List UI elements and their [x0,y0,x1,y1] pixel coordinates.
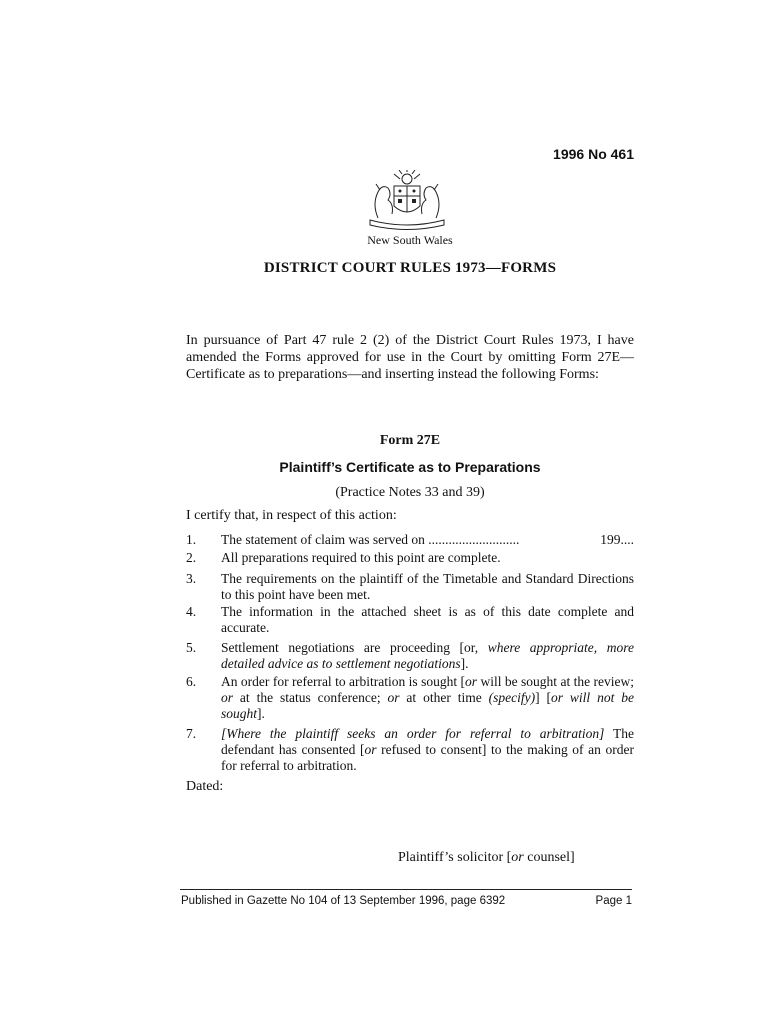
list-item [186,726,634,774]
item-number: 7. [186,726,197,741]
item-text: All preparations required to this point are complete. [221,550,501,565]
item-number: 6. [186,674,197,689]
item-text-part: An order for referral to arbitration is sought [ [221,674,466,689]
signature-text: counsel] [523,850,575,865]
signature-text: Plaintiff’s solicitor [ [398,850,512,865]
item-text-italic: or [465,674,478,689]
item-text-italic: or will not be sought [221,690,634,721]
item-text-part: at the status conference; [233,690,388,705]
item-text-italic: or [221,690,234,705]
item-text-part: ]. [257,706,265,721]
item-text-part: refused to consent] to the making of an order for referral to arbitration. [221,742,635,773]
item-text [221,726,634,774]
list-item [186,550,634,566]
document-number: 1996 No 461 [553,146,634,162]
item-number: 5. [186,640,197,655]
page-number: Page 1 [595,895,632,907]
item-text-italic: or [364,742,377,757]
item-text: The information in the attached sheet is as of this date complete and accurate. [221,604,634,635]
form-number: Form 27E [379,433,441,448]
jurisdiction-label: New South Wales [367,233,453,247]
item-text-part: at other time [399,690,489,705]
item-1-date: 199.... [600,532,634,547]
item-number: 4. [186,604,197,619]
item-text [221,640,634,672]
document-title: DISTRICT COURT RULES 1973—FORMS [263,260,557,276]
certification-intro: I certify that, in respect of this action: [186,508,397,523]
footer-publication: Published in Gazette No 104 of 13 September 1996, page 6392 [181,895,506,907]
signature-text-italic: or [511,850,524,865]
item-1-text: The statement of claim was served on ........................... [221,532,520,547]
coat-of-arms-icon [364,170,450,232]
item-text-part: Settlement negotiations are proceeding [or, [221,640,488,655]
signature-line [398,850,575,866]
list-item [186,674,634,722]
item-text: The requirements on the plaintiff of the Timetable and Standard Directions to this point have been met. [221,571,634,602]
item-text-part: The defendant has consented [ [221,726,634,757]
list-item [186,571,634,603]
item-text-italic: [Where the plaintiff seeks an order for referral to arbitration] [221,726,605,741]
item-text [221,674,634,722]
list-item [186,640,634,672]
form-practice-note: (Practice Notes 33 and 39) [335,485,485,500]
item-text-italic: (specify) [488,690,536,705]
preamble-paragraph: In pursuance of Part 47 rule 2 (2) of the District Court Rules 1973, I have amended the Forms approved for use in the Court by omitting Form 27E—Certificate as to preparations—and inserting instead the following Forms: [186,333,634,382]
list-item [186,604,634,636]
item-text-part: ]. [460,656,469,671]
item-text-part: ] [ [535,690,552,705]
form-title: Plaintiff’s Certificate as to Preparations [279,459,541,475]
item-number: 1. [186,532,197,547]
item-number: 2. [186,550,197,565]
item-number: 3. [186,571,197,586]
item-text-italic: where appropriate, more detailed advice as to settlement negotiations [221,640,634,671]
item-text [221,532,634,548]
item-text-part: will be sought at the review; [477,674,634,689]
dated-label: Dated: [186,779,224,794]
footer-divider [180,889,632,890]
item-text-italic: or [387,690,400,705]
list-item [186,532,634,548]
